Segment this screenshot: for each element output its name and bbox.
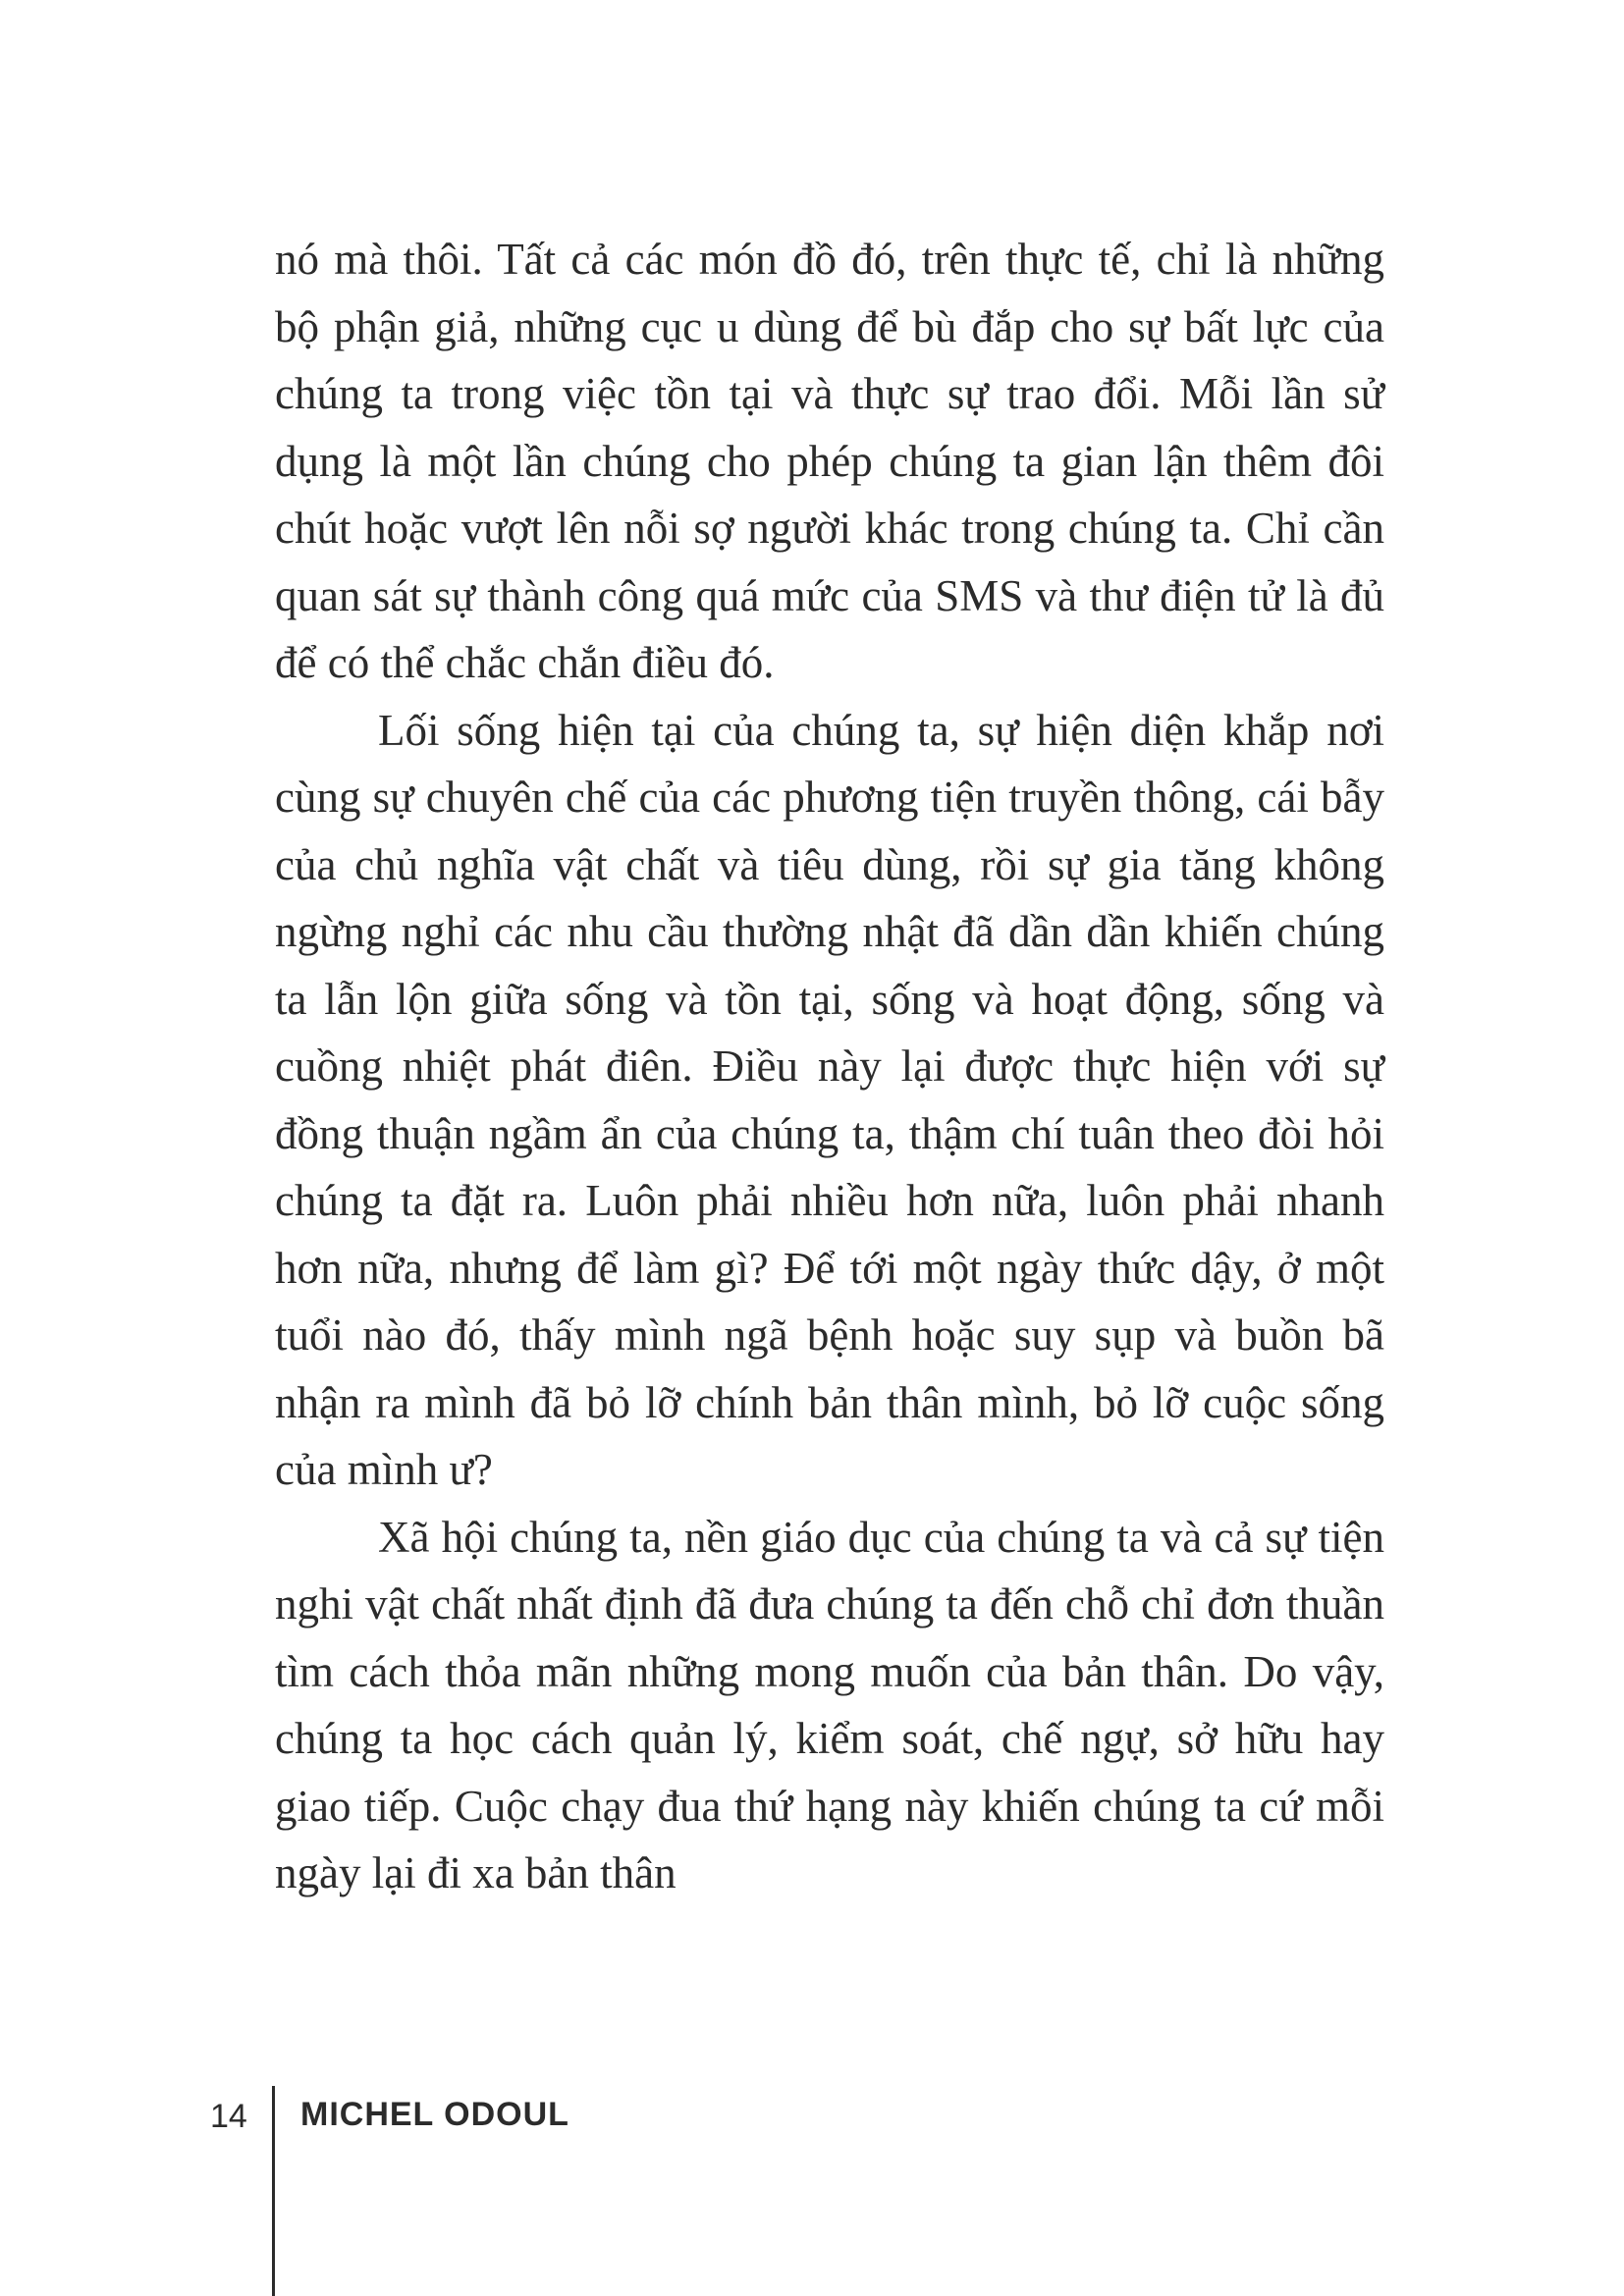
page-body — [275, 226, 1384, 1907]
paragraph-society: Xã hội chúng ta, nền giáo dục của chúng ta và cả sự tiện nghi vật chất nhất định đã đưa chúng ta đến chỗ chỉ đơn thuần tìm cách thỏa mãn những mong muốn của bản thân. Do vậy, chúng ta học cách quản lý, kiểm soát, chế ngự, sở hữu hay giao tiếp. Cuộc chạy đua thứ hạng này khiến chúng ta cứ mỗi ngày lại đi xa bản thân — [275, 1512, 1384, 1897]
running-footer-author: MICHEL ODOUL — [300, 2096, 569, 2133]
page-footer — [0, 2086, 1624, 2296]
paragraph-lifestyle: Lối sống hiện tại của chúng ta, sự hiện diện khắp nơi cùng sự chuyên chế của các phương tiện truyền thông, cái bẫy của chủ nghĩa vật chất và tiêu dùng, rồi sự gia tăng không ngừng nghỉ các nhu cầu thường nhật đã dần dần khiến chúng ta lẫn lộn giữa sống và tồn tại, sống và hoạt động, sống và cuồng nhiệt phát điên. Điều này lại được thực hiện với sự đồng thuận ngầm ẩn của chúng ta, thậm chí tuân theo đòi hỏi chúng ta đặt ra. Luôn phải nhiều hơn nữa, luôn phải nhanh hơn nữa, nhưng để làm gì? Để tới một ngày thức dậy, ở một tuổi nào đó, thấy mình ngã bệnh hoặc suy sụp và buồn bã nhận ra mình đã bỏ lỡ chính bản thân mình, bỏ lỡ cuộc sống của mình ư? — [275, 705, 1384, 1494]
footer-divider — [272, 2086, 275, 2296]
page-number: 14 — [210, 2098, 247, 2135]
paragraph-continuation: nó mà thôi. Tất cả các món đồ đó, trên thực tế, chỉ là những bộ phận giả, những cục u dùng để bù đắp cho sự bất lực của chúng ta trong việc tồn tại và thực sự trao đổi. Mỗi lần sử dụng là một lần chúng cho phép chúng ta gian lận thêm đôi chút hoặc vượt lên nỗi sợ người khác trong chúng ta. Chỉ cần quan sát sự thành công quá mức của SMS và thư điện tử là đủ để có thể chắc chắn điều đó. — [275, 235, 1384, 687]
